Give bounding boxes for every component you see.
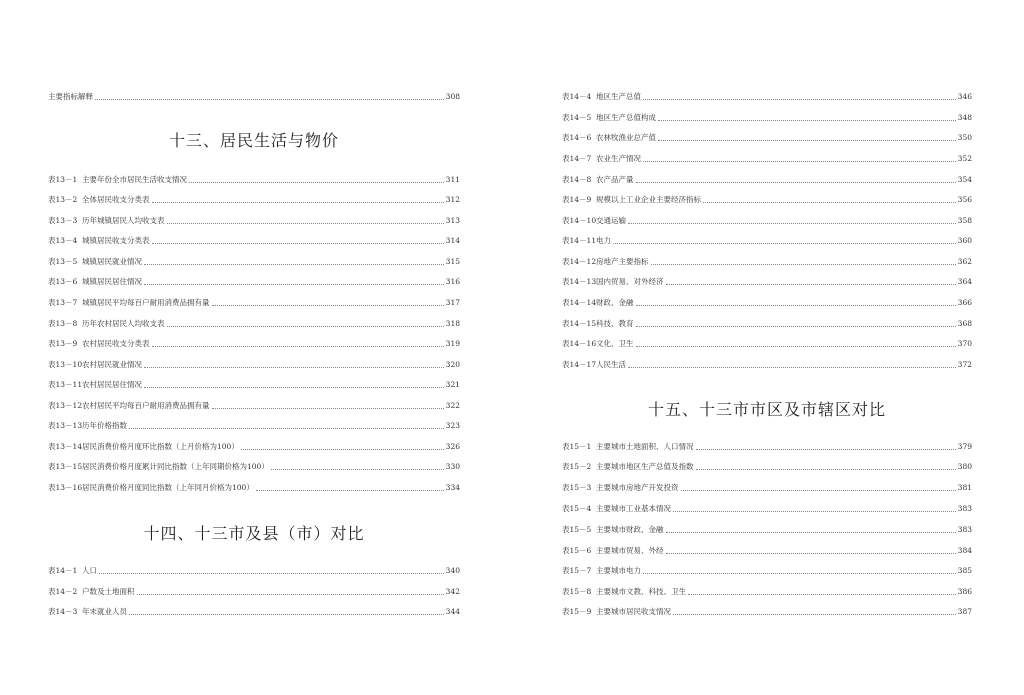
toc-page: 354 bbox=[957, 175, 972, 184]
dot-leader bbox=[681, 489, 956, 491]
toc-title: 城镇居民居住情况 bbox=[82, 277, 142, 286]
dot-leader bbox=[189, 181, 444, 183]
toc-code: 表13－7 bbox=[48, 298, 78, 307]
toc-page: 350 bbox=[957, 133, 972, 142]
toc-code: 表14－16 bbox=[562, 339, 597, 348]
toc-entry[interactable] bbox=[562, 502, 972, 516]
toc-title: 人民生活 bbox=[596, 360, 626, 369]
toc-code: 表13－8 bbox=[48, 319, 78, 328]
toc-page: 322 bbox=[445, 401, 460, 410]
toc-page: 364 bbox=[957, 277, 972, 286]
toc-entry[interactable] bbox=[562, 296, 972, 310]
toc-entry[interactable] bbox=[562, 523, 972, 537]
toc-entry[interactable] bbox=[48, 214, 460, 228]
dot-leader bbox=[666, 531, 956, 533]
toc-page: 316 bbox=[445, 277, 460, 286]
toc-entry[interactable] bbox=[48, 419, 460, 433]
toc-entry[interactable] bbox=[48, 317, 460, 331]
toc-page: 346 bbox=[957, 92, 972, 101]
toc-code: 表15－4 bbox=[562, 504, 592, 513]
toc-page: 383 bbox=[957, 525, 972, 534]
toc-code: 表13－9 bbox=[48, 339, 78, 348]
toc-page: 330 bbox=[445, 462, 460, 471]
toc-title: 城镇居民就业情况 bbox=[82, 257, 142, 266]
toc-title: 主要城市财政、金融 bbox=[596, 525, 664, 534]
toc-code: 表14－8 bbox=[562, 175, 592, 184]
toc-title: 历年价格指数 bbox=[82, 421, 127, 430]
toc-page: 379 bbox=[957, 442, 972, 451]
toc-page: 348 bbox=[957, 113, 972, 122]
dot-leader bbox=[688, 593, 956, 595]
toc-entry[interactable] bbox=[562, 255, 972, 269]
toc-code: 表13－10 bbox=[48, 360, 83, 369]
toc-title: 主要城市文教、科技、卫生 bbox=[596, 587, 686, 596]
toc-title: 农林牧渔业总产值 bbox=[596, 133, 656, 142]
dot-leader bbox=[658, 139, 956, 141]
toc-code: 表15－5 bbox=[562, 525, 592, 534]
toc-page: 326 bbox=[445, 442, 460, 451]
toc-entry[interactable] bbox=[48, 275, 460, 289]
toc-title: 农村居民收支分类表 bbox=[82, 339, 150, 348]
toc-code: 表13－11 bbox=[48, 380, 83, 389]
toc-title: 主要城市居民收支情况 bbox=[596, 607, 671, 616]
toc-code: 表13－6 bbox=[48, 277, 78, 286]
toc-entry[interactable] bbox=[562, 90, 972, 104]
toc-entry[interactable] bbox=[48, 564, 460, 578]
toc-title: 人口 bbox=[82, 566, 97, 575]
toc-entry[interactable] bbox=[48, 481, 460, 495]
toc-entry[interactable] bbox=[48, 358, 460, 372]
dot-leader bbox=[666, 552, 956, 554]
toc-page: 315 bbox=[445, 257, 460, 266]
dot-leader bbox=[696, 448, 956, 450]
toc-code: 表13－4 bbox=[48, 236, 78, 245]
toc-page: 368 bbox=[957, 319, 972, 328]
toc-page: 312 bbox=[445, 195, 460, 204]
dot-leader bbox=[643, 160, 956, 162]
toc-code: 表14－17 bbox=[562, 360, 597, 369]
toc-title: 城镇居民收支分类表 bbox=[82, 236, 150, 245]
toc-entry[interactable] bbox=[48, 234, 460, 248]
toc-page: 384 bbox=[957, 546, 972, 555]
toc-title: 主要城市贸易、外经 bbox=[596, 546, 664, 555]
toc-title: 主要城市土地面积、人口情况 bbox=[596, 442, 694, 451]
toc-title: 房地产主要指标 bbox=[596, 257, 649, 266]
toc-page: 386 bbox=[957, 587, 972, 596]
toc-code: 表15－8 bbox=[562, 587, 592, 596]
toc-title: 主要城市工业基本情况 bbox=[596, 504, 671, 513]
dot-leader bbox=[256, 489, 444, 491]
toc-entry[interactable] bbox=[48, 399, 460, 413]
toc-entry[interactable] bbox=[562, 317, 972, 331]
toc-code: 表13－14 bbox=[48, 442, 83, 451]
toc-entry[interactable] bbox=[562, 214, 972, 228]
dot-leader bbox=[144, 366, 444, 368]
toc-title: 历年农村居民人均收支表 bbox=[82, 319, 165, 328]
toc-code: 表15－2 bbox=[562, 462, 592, 471]
dot-leader bbox=[628, 222, 956, 224]
toc-title: 农村居民就业情况 bbox=[82, 360, 142, 369]
toc-code: 表14－11 bbox=[562, 236, 597, 245]
toc-code: 表13－3 bbox=[48, 216, 78, 225]
toc-code: 表14－5 bbox=[562, 113, 592, 122]
toc-page: 370 bbox=[957, 339, 972, 348]
toc-entry[interactable] bbox=[562, 460, 972, 474]
toc-entry[interactable] bbox=[562, 193, 972, 207]
toc-entry[interactable] bbox=[562, 234, 972, 248]
toc-page: 387 bbox=[957, 607, 972, 616]
toc-page: 323 bbox=[445, 421, 460, 430]
dot-leader bbox=[144, 283, 444, 285]
toc-code: 表15－7 bbox=[562, 566, 592, 575]
toc-title: 地区生产总值 bbox=[596, 92, 641, 101]
dot-leader bbox=[144, 263, 444, 265]
toc-code: 表14－4 bbox=[562, 92, 592, 101]
toc-title: 主要城市电力 bbox=[596, 566, 641, 575]
toc-page: 356 bbox=[957, 195, 972, 204]
toc-title: 居民消费价格月度环比指数（上月价格为100） bbox=[82, 442, 239, 451]
toc-entry[interactable] bbox=[562, 275, 972, 289]
toc-title: 农村居民居住情况 bbox=[82, 380, 142, 389]
toc-entry[interactable] bbox=[48, 378, 460, 392]
toc-code: 表14－1 bbox=[48, 566, 78, 575]
toc-code: 表13－1 bbox=[48, 175, 78, 184]
dot-leader bbox=[696, 468, 956, 470]
dot-leader bbox=[152, 242, 444, 244]
dot-leader bbox=[651, 263, 956, 265]
toc-code: 表15－3 bbox=[562, 483, 592, 492]
toc-entry[interactable] bbox=[48, 440, 460, 454]
dot-leader bbox=[271, 468, 444, 470]
dot-leader bbox=[643, 98, 956, 100]
section-heading-13: 十三、居民生活与物价 bbox=[168, 131, 339, 150]
dot-leader bbox=[636, 345, 956, 347]
toc-code: 表15－1 bbox=[562, 442, 592, 451]
toc-page: 311 bbox=[445, 175, 460, 184]
toc-title: 文化、卫生 bbox=[596, 339, 634, 348]
toc-entry[interactable] bbox=[48, 255, 460, 269]
toc-title: 交通运输 bbox=[596, 216, 626, 225]
toc-title: 地区生产总值构成 bbox=[596, 113, 656, 122]
toc-entry[interactable] bbox=[48, 337, 460, 351]
dot-leader bbox=[129, 427, 444, 429]
dot-leader bbox=[152, 201, 444, 203]
toc-title: 历年城镇居民人均收支表 bbox=[82, 216, 165, 225]
toc-page: 358 bbox=[957, 216, 972, 225]
toc-page: 319 bbox=[445, 339, 460, 348]
toc-page: 308 bbox=[445, 92, 460, 101]
toc-page: 352 bbox=[957, 154, 972, 163]
dot-leader bbox=[673, 510, 956, 512]
toc-title: 居民消费价格月度同比指数（上年同月价格为100） bbox=[82, 483, 254, 492]
toc-title: 规模以上工业企业主要经济指标 bbox=[596, 195, 701, 204]
toc-title: 主要年份全市居民生活收支情况 bbox=[82, 175, 187, 184]
dot-leader bbox=[212, 407, 444, 409]
toc-entry[interactable] bbox=[562, 152, 972, 166]
toc-page: 344 bbox=[445, 607, 460, 616]
dot-leader bbox=[673, 613, 956, 615]
toc-entry[interactable] bbox=[48, 585, 460, 599]
toc-code: 表14－14 bbox=[562, 298, 597, 307]
toc-title: 年末就业人员 bbox=[82, 607, 127, 616]
toc-entry[interactable] bbox=[48, 90, 460, 104]
toc-entry[interactable] bbox=[48, 605, 460, 619]
toc-entry[interactable] bbox=[48, 460, 460, 474]
toc-code: 表14－9 bbox=[562, 195, 592, 204]
dot-leader bbox=[212, 304, 444, 306]
toc-entry[interactable] bbox=[562, 337, 972, 351]
dot-leader bbox=[703, 201, 956, 203]
section-heading-14: 十四、十三市及县（市）对比 bbox=[143, 524, 365, 543]
dot-leader bbox=[95, 98, 444, 100]
dot-leader bbox=[137, 593, 444, 595]
dot-leader bbox=[167, 222, 444, 224]
toc-title: 户数及土地面积 bbox=[82, 587, 135, 596]
toc-page: 362 bbox=[957, 257, 972, 266]
dot-leader bbox=[129, 613, 444, 615]
dot-leader bbox=[636, 304, 956, 306]
toc-page: 320 bbox=[445, 360, 460, 369]
toc-entry[interactable] bbox=[48, 296, 460, 310]
toc-page: 380 bbox=[957, 462, 972, 471]
toc-page: 334 bbox=[445, 483, 460, 492]
dot-leader bbox=[643, 572, 956, 574]
toc-entry[interactable] bbox=[562, 173, 972, 187]
toc-code: 表14－7 bbox=[562, 154, 592, 163]
toc-entry[interactable] bbox=[562, 481, 972, 495]
toc-title: 全体居民收支分类表 bbox=[82, 195, 150, 204]
toc-code: 表14－15 bbox=[562, 319, 597, 328]
toc-title: 农村居民平均每百户耐用消费品拥有量 bbox=[82, 401, 210, 410]
dot-leader bbox=[99, 572, 444, 574]
toc-entry[interactable] bbox=[562, 111, 972, 125]
dot-leader bbox=[241, 448, 444, 450]
toc-title: 主要城市地区生产总值及指数 bbox=[596, 462, 694, 471]
toc-code: 表13－13 bbox=[48, 421, 83, 430]
dot-leader bbox=[628, 366, 956, 368]
toc-title: 主要城市房地产开发投资 bbox=[596, 483, 679, 492]
dot-leader bbox=[636, 181, 956, 183]
toc-entry[interactable] bbox=[562, 358, 972, 372]
toc-page: 318 bbox=[445, 319, 460, 328]
dot-leader bbox=[636, 325, 956, 327]
toc-entry[interactable] bbox=[562, 440, 972, 454]
toc-code: 表13－12 bbox=[48, 401, 83, 410]
toc-title: 电力 bbox=[596, 236, 611, 245]
toc-title: 农产品产量 bbox=[596, 175, 634, 184]
toc-page: 383 bbox=[957, 504, 972, 513]
toc-title: 科技、教育 bbox=[596, 319, 634, 328]
toc-page: 360 bbox=[957, 236, 972, 245]
toc-title: 主要指标解释 bbox=[48, 92, 93, 101]
dot-leader bbox=[658, 119, 956, 121]
toc-title: 农业生产情况 bbox=[596, 154, 641, 163]
toc-page: 317 bbox=[445, 298, 460, 307]
toc-entry[interactable] bbox=[562, 585, 972, 599]
toc-code: 表14－13 bbox=[562, 277, 597, 286]
toc-code: 表14－3 bbox=[48, 607, 78, 616]
toc-title: 城镇居民平均每百户耐用消费品拥有量 bbox=[82, 298, 210, 307]
toc-code: 表14－2 bbox=[48, 587, 78, 596]
section-heading-15: 十五、十三市市区及市辖区对比 bbox=[647, 400, 886, 419]
toc-code: 表14－6 bbox=[562, 133, 592, 142]
toc-entry[interactable] bbox=[562, 131, 972, 145]
dot-leader bbox=[144, 386, 444, 388]
toc-code: 表13－15 bbox=[48, 462, 83, 471]
toc-entry[interactable] bbox=[562, 544, 972, 558]
dot-leader bbox=[613, 242, 956, 244]
toc-page: 372 bbox=[957, 360, 972, 369]
dot-leader bbox=[666, 283, 956, 285]
toc-page: 366 bbox=[957, 298, 972, 307]
toc-code: 表14－10 bbox=[562, 216, 597, 225]
dot-leader bbox=[167, 325, 444, 327]
toc-code: 表15－6 bbox=[562, 546, 592, 555]
toc-page: 342 bbox=[445, 587, 460, 596]
toc-title: 财政、金融 bbox=[596, 298, 634, 307]
toc-page: 340 bbox=[445, 566, 460, 575]
toc-code: 表15－9 bbox=[562, 607, 592, 616]
toc-title: 居民消费价格月度累计同比指数（上年同期价格为100） bbox=[82, 462, 269, 471]
toc-code: 表14－12 bbox=[562, 257, 597, 266]
toc-code: 表13－2 bbox=[48, 195, 78, 204]
toc-entry[interactable] bbox=[48, 193, 460, 207]
toc-page: 313 bbox=[445, 216, 460, 225]
toc-entry[interactable] bbox=[48, 173, 460, 187]
toc-page: 385 bbox=[957, 566, 972, 575]
toc-code: 表13－5 bbox=[48, 257, 78, 266]
toc-title: 国内贸易、对外经济 bbox=[596, 277, 664, 286]
dot-leader bbox=[152, 345, 444, 347]
toc-entry[interactable] bbox=[562, 605, 972, 619]
toc-entry[interactable] bbox=[562, 564, 972, 578]
toc-page: 314 bbox=[445, 236, 460, 245]
toc-page: 381 bbox=[957, 483, 972, 492]
toc-page: 321 bbox=[445, 380, 460, 389]
toc-code: 表13－16 bbox=[48, 483, 83, 492]
